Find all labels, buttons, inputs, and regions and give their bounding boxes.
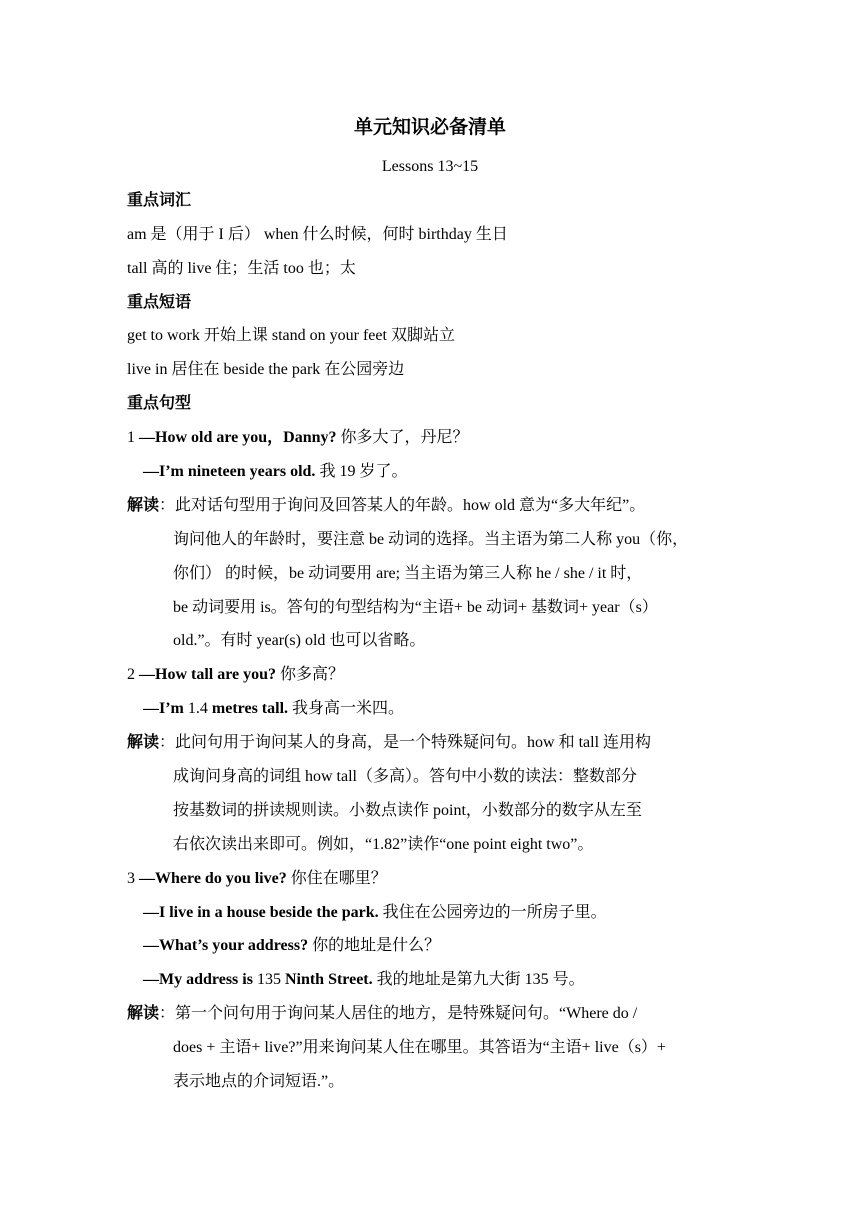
answer-number: 1.4 <box>187 700 208 717</box>
sentence-number: 2 <box>127 666 139 683</box>
sentence-2-question <box>127 665 344 685</box>
sentence-3-explanation-1 <box>127 1004 637 1024</box>
question-chinese: 你多大了，丹尼？ <box>336 429 469 446</box>
explanation-label: 解读 <box>127 1005 160 1022</box>
sentence-2-explanation-2: 成询问身高的词组 how tall（多高）。答句中小数的读法：整数部分 <box>173 768 637 785</box>
sentence-1-explanation-3: 你们） 的时候，be 动词要用 are; 当主语为第三人称 he / she / it 时， <box>173 565 643 582</box>
question-english: —How tall are you? <box>139 666 277 683</box>
sentence-2-answer <box>143 699 404 719</box>
vocab-line-2: tall 高的 live 住；生活 too 也；太 <box>127 260 356 277</box>
phrases-line-1: get to work 开始上课 stand on your feet 双脚站立 <box>127 327 455 344</box>
answer-english-start: —My address is <box>143 971 257 988</box>
answer-chinese: 我的地址是第九大街 135 号。 <box>372 971 585 988</box>
phrases-heading: 重点短语 <box>127 294 192 311</box>
sentence-2-explanation-3: 按基数词的拼读规则读。小数点读作 point，小数部分的数字从左至 <box>173 802 642 819</box>
explanation-label: 解读 <box>127 734 160 751</box>
vocab-heading: 重点词汇 <box>127 192 192 209</box>
sentence-1-explanation-5: old.”。有时 year(s) old 也可以省略。 <box>173 632 426 649</box>
answer-english-end: Ninth Street. <box>280 971 373 988</box>
sentence-2-explanation-1 <box>127 733 651 753</box>
sentence-3-explanation-2: does + 主语+ live?”用来询问某人住在哪里。其答语为“主语+ live（s）+ <box>173 1039 666 1056</box>
sentence-2-explanation-4: 右依次读出来即可。例如，“1.82”读作“one point eight two”。 <box>173 836 594 853</box>
page-title: 单元知识必备清单 <box>353 117 506 138</box>
sentences-heading: 重点句型 <box>127 395 192 412</box>
answer-english-start: —I’m <box>143 700 188 717</box>
sentence-number: 1 <box>127 429 139 446</box>
answer-english: —I’m nineteen years old. <box>143 463 316 480</box>
phrases-line-2: live in 居住在 beside the park 在公园旁边 <box>127 361 405 378</box>
sentence-3-question <box>127 869 387 889</box>
sentence-1-question <box>127 428 469 448</box>
explanation-label: 解读 <box>127 497 160 514</box>
vocab-line-1: am 是（用于 I 后） when 什么时候，何时 birthday 生日 <box>127 226 508 243</box>
explanation-text: ：第一个问句用于询问某人居住的地方，是特殊疑问句。“Where do / <box>159 1005 638 1022</box>
answer-english-end: metres tall. <box>207 700 289 717</box>
answer-chinese: 我 19 岁了。 <box>315 463 408 480</box>
explanation-text: ：此问句用于询问某人的身高，是一个特殊疑问句。how 和 tall 连用构 <box>159 734 652 751</box>
sentence-number: 3 <box>127 870 139 887</box>
question-chinese: 你多高？ <box>276 666 345 683</box>
explanation-text: ：此对话句型用于询问及回答某人的年龄。how old 意为“多大年纪”。 <box>159 497 646 514</box>
sentence-1-explanation-4: be 动词要用 is。答句的句型结构为“主语+ be 动词+ 基数词+ year（s） <box>173 599 658 616</box>
answer-chinese: 你的地址是什么？ <box>308 937 441 954</box>
page-subtitle: Lessons 13~15 <box>381 158 479 175</box>
answer-english: —What’s your address? <box>143 937 309 954</box>
sentence-3-answer-2 <box>143 936 440 956</box>
question-english: —How old are you，Danny? <box>139 429 337 446</box>
sentence-3-answer-3 <box>143 970 585 990</box>
sentence-1-explanation-2: 询问他人的年龄时，要注意 be 动词的选择。当主语为第二人称 you（你， <box>173 531 689 548</box>
answer-chinese: 我住在公园旁边的一所房子里。 <box>378 904 607 921</box>
question-english: —Where do you live? <box>139 870 287 887</box>
sentence-1-explanation-1 <box>127 496 645 516</box>
sentence-3-answer-1 <box>143 903 607 923</box>
sentence-3-explanation-3: 表示地点的介词短语.”。 <box>173 1073 345 1090</box>
answer-english: —I live in a house beside the park. <box>143 904 379 921</box>
question-chinese: 你住在哪里？ <box>286 870 387 887</box>
answer-number: 135 <box>256 971 281 988</box>
sentence-1-answer <box>143 462 407 482</box>
answer-chinese: 我身高一米四。 <box>288 700 405 717</box>
